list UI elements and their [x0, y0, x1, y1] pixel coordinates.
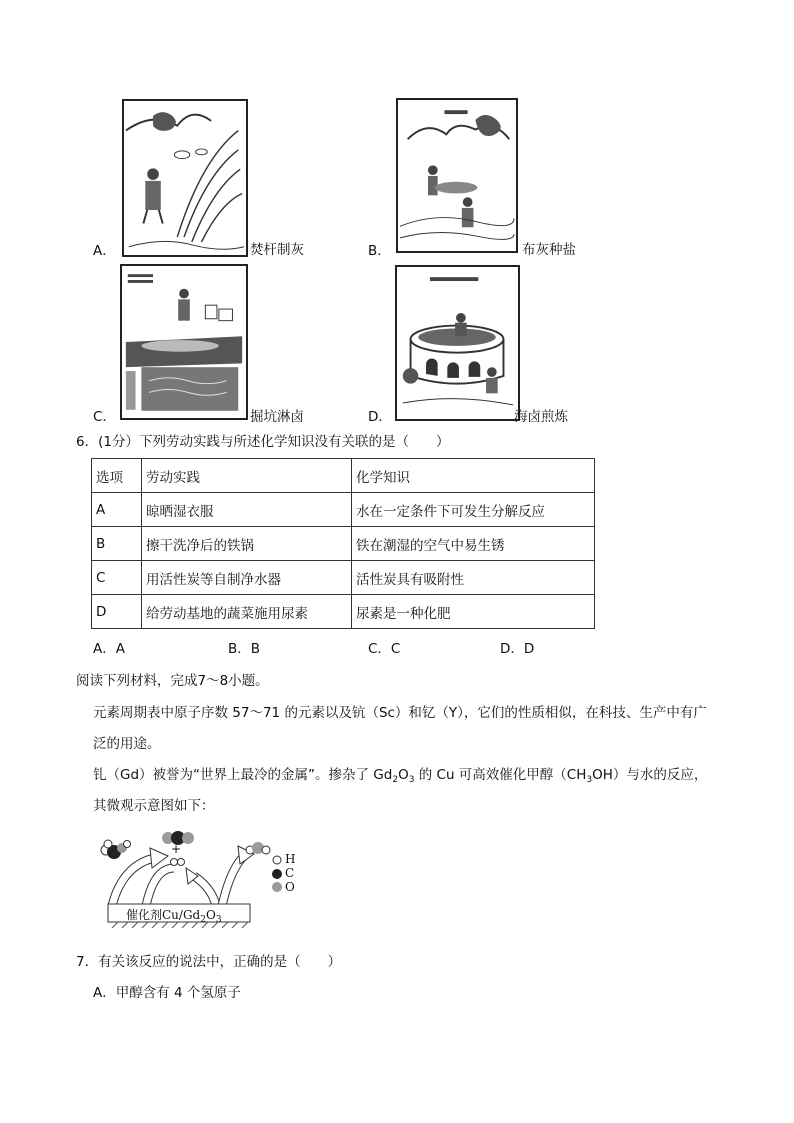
- table-cell: A: [92, 493, 142, 527]
- reading-p1-line2: 泛的用途。: [93, 736, 161, 752]
- table-cell: B: [92, 527, 142, 561]
- sea-brine-boiling-illustration: [397, 267, 518, 419]
- table-cell: 水在一定条件下可发生分解反应: [352, 493, 595, 527]
- option-d-caption: 海卤煎炼: [514, 409, 568, 425]
- image-option-c: [120, 264, 248, 420]
- table-row: [92, 527, 595, 561]
- p2-sub-1: 2: [392, 775, 399, 785]
- option-a-caption: 焚杆制灰: [250, 242, 304, 258]
- table-row: [92, 595, 595, 629]
- legend-c-label: C: [285, 866, 295, 880]
- table-header-row: [92, 459, 595, 493]
- plus-sign: +: [171, 842, 182, 856]
- table-cell: 活性炭具有吸附性: [352, 561, 595, 595]
- legend-c-atom: [272, 869, 282, 879]
- p2-text-c: 的 Cu 可高效催化甲醇（CH: [414, 767, 587, 783]
- table-cell: 给劳动基地的蔬菜施用尿素: [142, 595, 352, 629]
- option-b-letter[interactable]: B．: [368, 243, 391, 259]
- q6-answer-a[interactable]: A．A: [93, 641, 125, 657]
- image-option-b: [396, 98, 518, 253]
- reading-p2-line2: 其微观示意图如下：: [93, 798, 215, 814]
- option-c-letter[interactable]: C．: [93, 409, 116, 425]
- header-cell: 选项: [92, 459, 142, 493]
- q6-table: [91, 458, 595, 629]
- q6-answer-b[interactable]: B．B: [228, 641, 261, 657]
- header-cell: 劳动实践: [142, 459, 352, 493]
- legend-o-label: O: [285, 880, 295, 894]
- q6-answer-c[interactable]: C．C: [368, 641, 401, 657]
- reading-p1-line1: 元素周期表中原子序数 57～71 的元素以及钪（Sc）和钇（Y），它们的性质相似，在科技、生产中有广: [93, 705, 707, 721]
- table-cell: 尿素是一种化肥: [352, 595, 595, 629]
- table-row: [92, 493, 595, 527]
- catalyst-mid: O: [205, 908, 216, 922]
- option-a-letter[interactable]: A．: [93, 243, 116, 259]
- option-c-caption: 掘坑淋卤: [250, 409, 304, 425]
- p2-sub-2: 3: [408, 775, 415, 785]
- q7-option-a[interactable]: A．甲醇含有 4 个氢原子: [93, 985, 241, 1001]
- table-cell: 擦干洗净后的铁锅: [142, 527, 352, 561]
- p2-sub-3: 3: [586, 775, 593, 785]
- q6-answer-d[interactable]: D．D: [500, 641, 535, 657]
- table-cell: 铁在潮湿的空气中易生锈: [352, 527, 595, 561]
- catalyst-text: 催化剂Cu/Gd: [126, 908, 201, 922]
- p2-text-a: 钆（Gd）被誉为“世界上最冷的金属”。掺杂了 Gd: [93, 767, 393, 783]
- reading-intro: 阅读下列材料，完成7～8小题。: [76, 673, 269, 689]
- q7-stem: 7．有关该反应的说法中，正确的是（ ）: [76, 954, 342, 970]
- table-cell: 用活性炭等自制净水器: [142, 561, 352, 595]
- firewood-burning-illustration: [124, 101, 246, 255]
- table-cell: 晾晒湿衣服: [142, 493, 352, 527]
- table-row: [92, 561, 595, 595]
- legend-h-label: H: [285, 852, 296, 866]
- catalyst-label: [126, 906, 222, 925]
- reaction-diagram: [92, 828, 302, 938]
- table-cell: D: [92, 595, 142, 629]
- catalyst-sub-1: 2: [200, 915, 206, 925]
- legend-o-atom: [272, 882, 282, 892]
- p2-text-d: OH）与水的反应，: [592, 767, 708, 783]
- image-option-d: [395, 265, 520, 421]
- spreading-ash-salt-illustration: [398, 100, 516, 251]
- reading-p2-line1: [93, 769, 707, 785]
- legend-h-atom: [273, 856, 281, 864]
- p2-text-b: O: [398, 767, 409, 783]
- catalyst-sub-2: 3: [215, 915, 222, 925]
- header-cell: 化学知识: [352, 459, 595, 493]
- option-b-caption: 布灰种盐: [522, 242, 576, 258]
- brine-pit-illustration: [122, 266, 246, 418]
- table-cell: C: [92, 561, 142, 595]
- option-d-letter[interactable]: D．: [368, 409, 392, 425]
- image-option-a: [122, 99, 248, 257]
- q6-stem: 6．(1分）下列劳动实践与所述化学知识没有关联的是（ ）: [76, 434, 450, 450]
